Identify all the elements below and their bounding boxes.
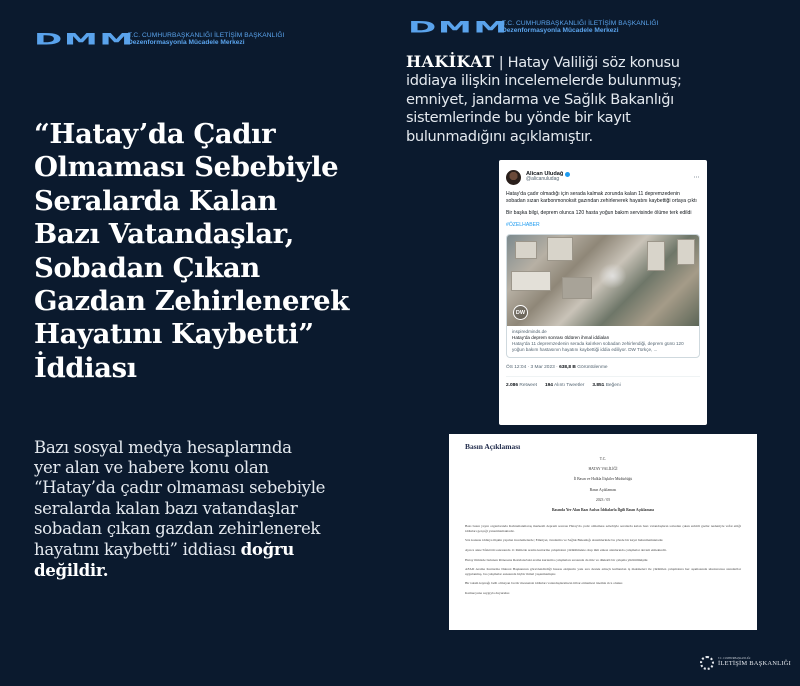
- retweet-count: 2.086: [506, 383, 519, 388]
- building-shape: [515, 241, 537, 259]
- dmm-logo-right: [408, 17, 659, 39]
- building-shape: [677, 239, 695, 265]
- fact-line: [406, 53, 726, 72]
- logo-line-1: T.C. CUMHURBAŞKANLIĞI İLETİŞİM BAŞKANLIĞI: [128, 32, 285, 40]
- press-header-line: İl Basın ve Halkla İlişkiler Müdürlüğü: [573, 477, 633, 482]
- rubble-shape: [562, 277, 592, 299]
- verdict-text: doğru: [240, 539, 295, 560]
- link-domain: inspiredminds.de: [512, 329, 547, 334]
- fact-statement: [406, 53, 726, 146]
- earthquake-aerial-photo: [507, 235, 699, 326]
- press-paragraph: Ayrıca anne Sfaktörü sonrasında 11 ilimizde arama kurtarma çalışmaları yürütülmekte olup tüm enkaz alanlarında çalışmalar devam etmektedir.: [465, 548, 667, 552]
- press-paragraph: Kamuoyuna saygıyla duyurulur.: [465, 590, 511, 595]
- claim-line: [34, 560, 384, 581]
- headline-line: Seralarda Kalan: [34, 184, 278, 217]
- press-header-line: HATAY VALİLİĞİ: [588, 467, 618, 472]
- building-shape: [511, 271, 551, 291]
- headline-line: İddiası: [34, 351, 137, 384]
- tweet-paragraph: Bir başka bilgi, deprem olunca 120 hasta yoğun bakım servisinde ölüme terk edildi: [506, 210, 692, 216]
- fact-line: bulunmadığını açıklamıştır.: [406, 127, 593, 145]
- claim-headline: [34, 118, 374, 385]
- retweet-label: Retweet: [518, 383, 537, 388]
- tweet-link-card: [506, 234, 700, 358]
- claim-line-text: hayatını kaybetti” iddiası: [34, 540, 241, 560]
- dmm-wordmark: DMM: [408, 18, 509, 37]
- dmm-wordmark: DMM: [34, 30, 135, 49]
- avatar: [506, 170, 521, 185]
- press-paragraph: Bir takım kaynağı belli olmayan bu tür mesnetsiz iddiaları vatandaşlarımızın itibar etmemesi önemle rica olunur.: [465, 581, 623, 586]
- building-shape: [547, 237, 573, 261]
- headline-line: Gazdan Zehirlenerek: [34, 285, 349, 318]
- like-label: Beğeni: [604, 383, 621, 388]
- more-options-icon: ⋯: [693, 174, 700, 181]
- press-paragraph: Bazı basın yayın organlarında Kahramanmaraş merkezli deprem sonrası Hatay'da çadır olmaması sebebiyle seralarda kalan bazı vatandaşların sobadan çıkan zehirli gazlar nedeniyle vefat ettiği iddiaları gerçeği yansıtmamaktadır.: [465, 524, 741, 533]
- quote-label: Alıntı Tweetler: [552, 383, 585, 388]
- logo-line-2: Dezenformasyonla Mücadele Merkezi: [128, 39, 245, 46]
- link-description: Hatay'da 11 depremzedenin serada kalırken sobadan zehirlendiği, deprem günü 120 yoğun bakım hastasının hayatını kaybettiği iddia ediliyor. DW Türkçe, ...: [512, 341, 684, 352]
- headline-line: “Hatay’da Çadır: [34, 118, 276, 150]
- claim-description: [34, 438, 384, 581]
- press-header-line: Basın Açıklaması: [589, 487, 617, 492]
- tweet-stats: [506, 383, 700, 388]
- press-header-line: T.C.: [599, 457, 607, 461]
- fact-line: emniyet, jandarma ve Sağlık Bakanlığı: [406, 90, 674, 108]
- tweet-hashtag: #ÖZELHABER: [506, 222, 540, 228]
- verdict-text: değildir.: [34, 560, 109, 581]
- tweet-paragraph: Hatay'da çadır olmadığı için serada kalmak zorunda kalan 11 depremzedenin sobadan sızan karbonmonoksit gazından zehirlenerek hayatını kaybettiği ortaya çıktı: [506, 191, 697, 204]
- headline-line: Olmaması Sebebiyle: [34, 151, 339, 184]
- claim-line: [34, 539, 384, 560]
- press-release-document: [449, 434, 757, 630]
- tweet-screenshot: [499, 160, 707, 425]
- claim-line: sobadan çıkan gazdan zehirlenerek: [34, 518, 321, 538]
- dmm-logo: [34, 29, 285, 51]
- fact-text: Hatay Valiliği söz konusu: [507, 54, 680, 71]
- tweet-time: ÖS 12:04 · 3 Mar 2023 ·: [506, 365, 560, 370]
- like-count: 3.851: [592, 383, 605, 388]
- claim-line: Bazı sosyal medya hesaplarında: [34, 438, 292, 457]
- fact-separator: |: [494, 54, 508, 71]
- footer-small-text: T.C. CUMHURBAŞKANLIĞI: [718, 657, 751, 661]
- tweet-body: [506, 191, 700, 229]
- press-paragraph: Söz konusu iddiaya ilişkin yapılan incelemelerde; Emniyet, Jandarma ve Sağlık Bakanlığı sistemlerinde bu yönde bir kayıt bulunmamaktadır.: [465, 538, 664, 543]
- press-paragraph: AFAD Arama Kurtarma Dairesi Başkanının görevlendirdiği hassas ekiplerin yanı sıra destek amaçlı kullanılan iş makineleri ile yürütülen çalışmalara her aşamasında uluslararası standartlar uygulanmış, bu çalışmalar esnasında hiçbir ihmal yaşanmamıştır.: [465, 567, 741, 576]
- claim-line: yer alan ve habere konu olan: [34, 458, 269, 478]
- building-shape: [647, 241, 665, 271]
- tweet-author-name: Alican Uludağ: [526, 171, 564, 178]
- seal-icon: [700, 656, 714, 670]
- fact-label: HAKİKAT: [406, 52, 495, 71]
- verified-badge-icon: [565, 172, 570, 177]
- iletisim-baskanligi-logo: [700, 656, 791, 670]
- logo-line-1: T.C. CUMHURBAŞKANLIĞI İLETİŞİM BAŞKANLIĞI: [502, 20, 659, 28]
- headline-line: Bazı Vatandaşlar,: [34, 218, 294, 251]
- fact-line: iddiaya ilişkin incelemelerde bulunmuş;: [406, 72, 682, 90]
- press-subject: Basında Yer Alan Bazı Asılsız İddialarla İlgili Basın Açıklaması: [551, 508, 655, 513]
- views-count: 638,8 B: [559, 365, 576, 370]
- link-title: Hatay'da deprem sonrası öldüren ihmal iddiaları: [512, 335, 610, 340]
- quote-count: 194: [544, 383, 553, 388]
- footer-big-text: İLETİŞİM BAŞKANLIĞI: [718, 660, 791, 668]
- press-header-line: 2023 / 05: [595, 497, 611, 502]
- tweet-header: [506, 166, 700, 188]
- logo-line-2: Dezenformasyonla Mücadele Merkezi: [502, 27, 619, 34]
- claim-line: “Hatay’da çadır olmaması sebebiyle: [34, 478, 326, 498]
- fact-line: sistemlerinde bu yönde bir kayıt: [406, 109, 631, 127]
- tweet-author-handle: @alicanuludag: [526, 176, 560, 183]
- dw-logo-icon: DW: [513, 305, 528, 320]
- tweet-meta: [506, 365, 700, 377]
- press-paragraph: Hatay ilimizde bulunan Rönesans Rezidans'taki arama kurtarma çalışmaları sırasında da titiz ve dikkatli bir çalışma yürütülmüştür.: [465, 557, 649, 562]
- claim-line: seralarda kalan bazı vatandaşlar: [34, 498, 298, 518]
- headline-line: Hayatını Kaybetti”: [34, 318, 314, 351]
- press-release-title: Basın Açıklaması: [465, 442, 521, 451]
- headline-line: Sobadan Çıkan: [34, 251, 260, 284]
- views-label: Görüntülenme: [575, 365, 608, 370]
